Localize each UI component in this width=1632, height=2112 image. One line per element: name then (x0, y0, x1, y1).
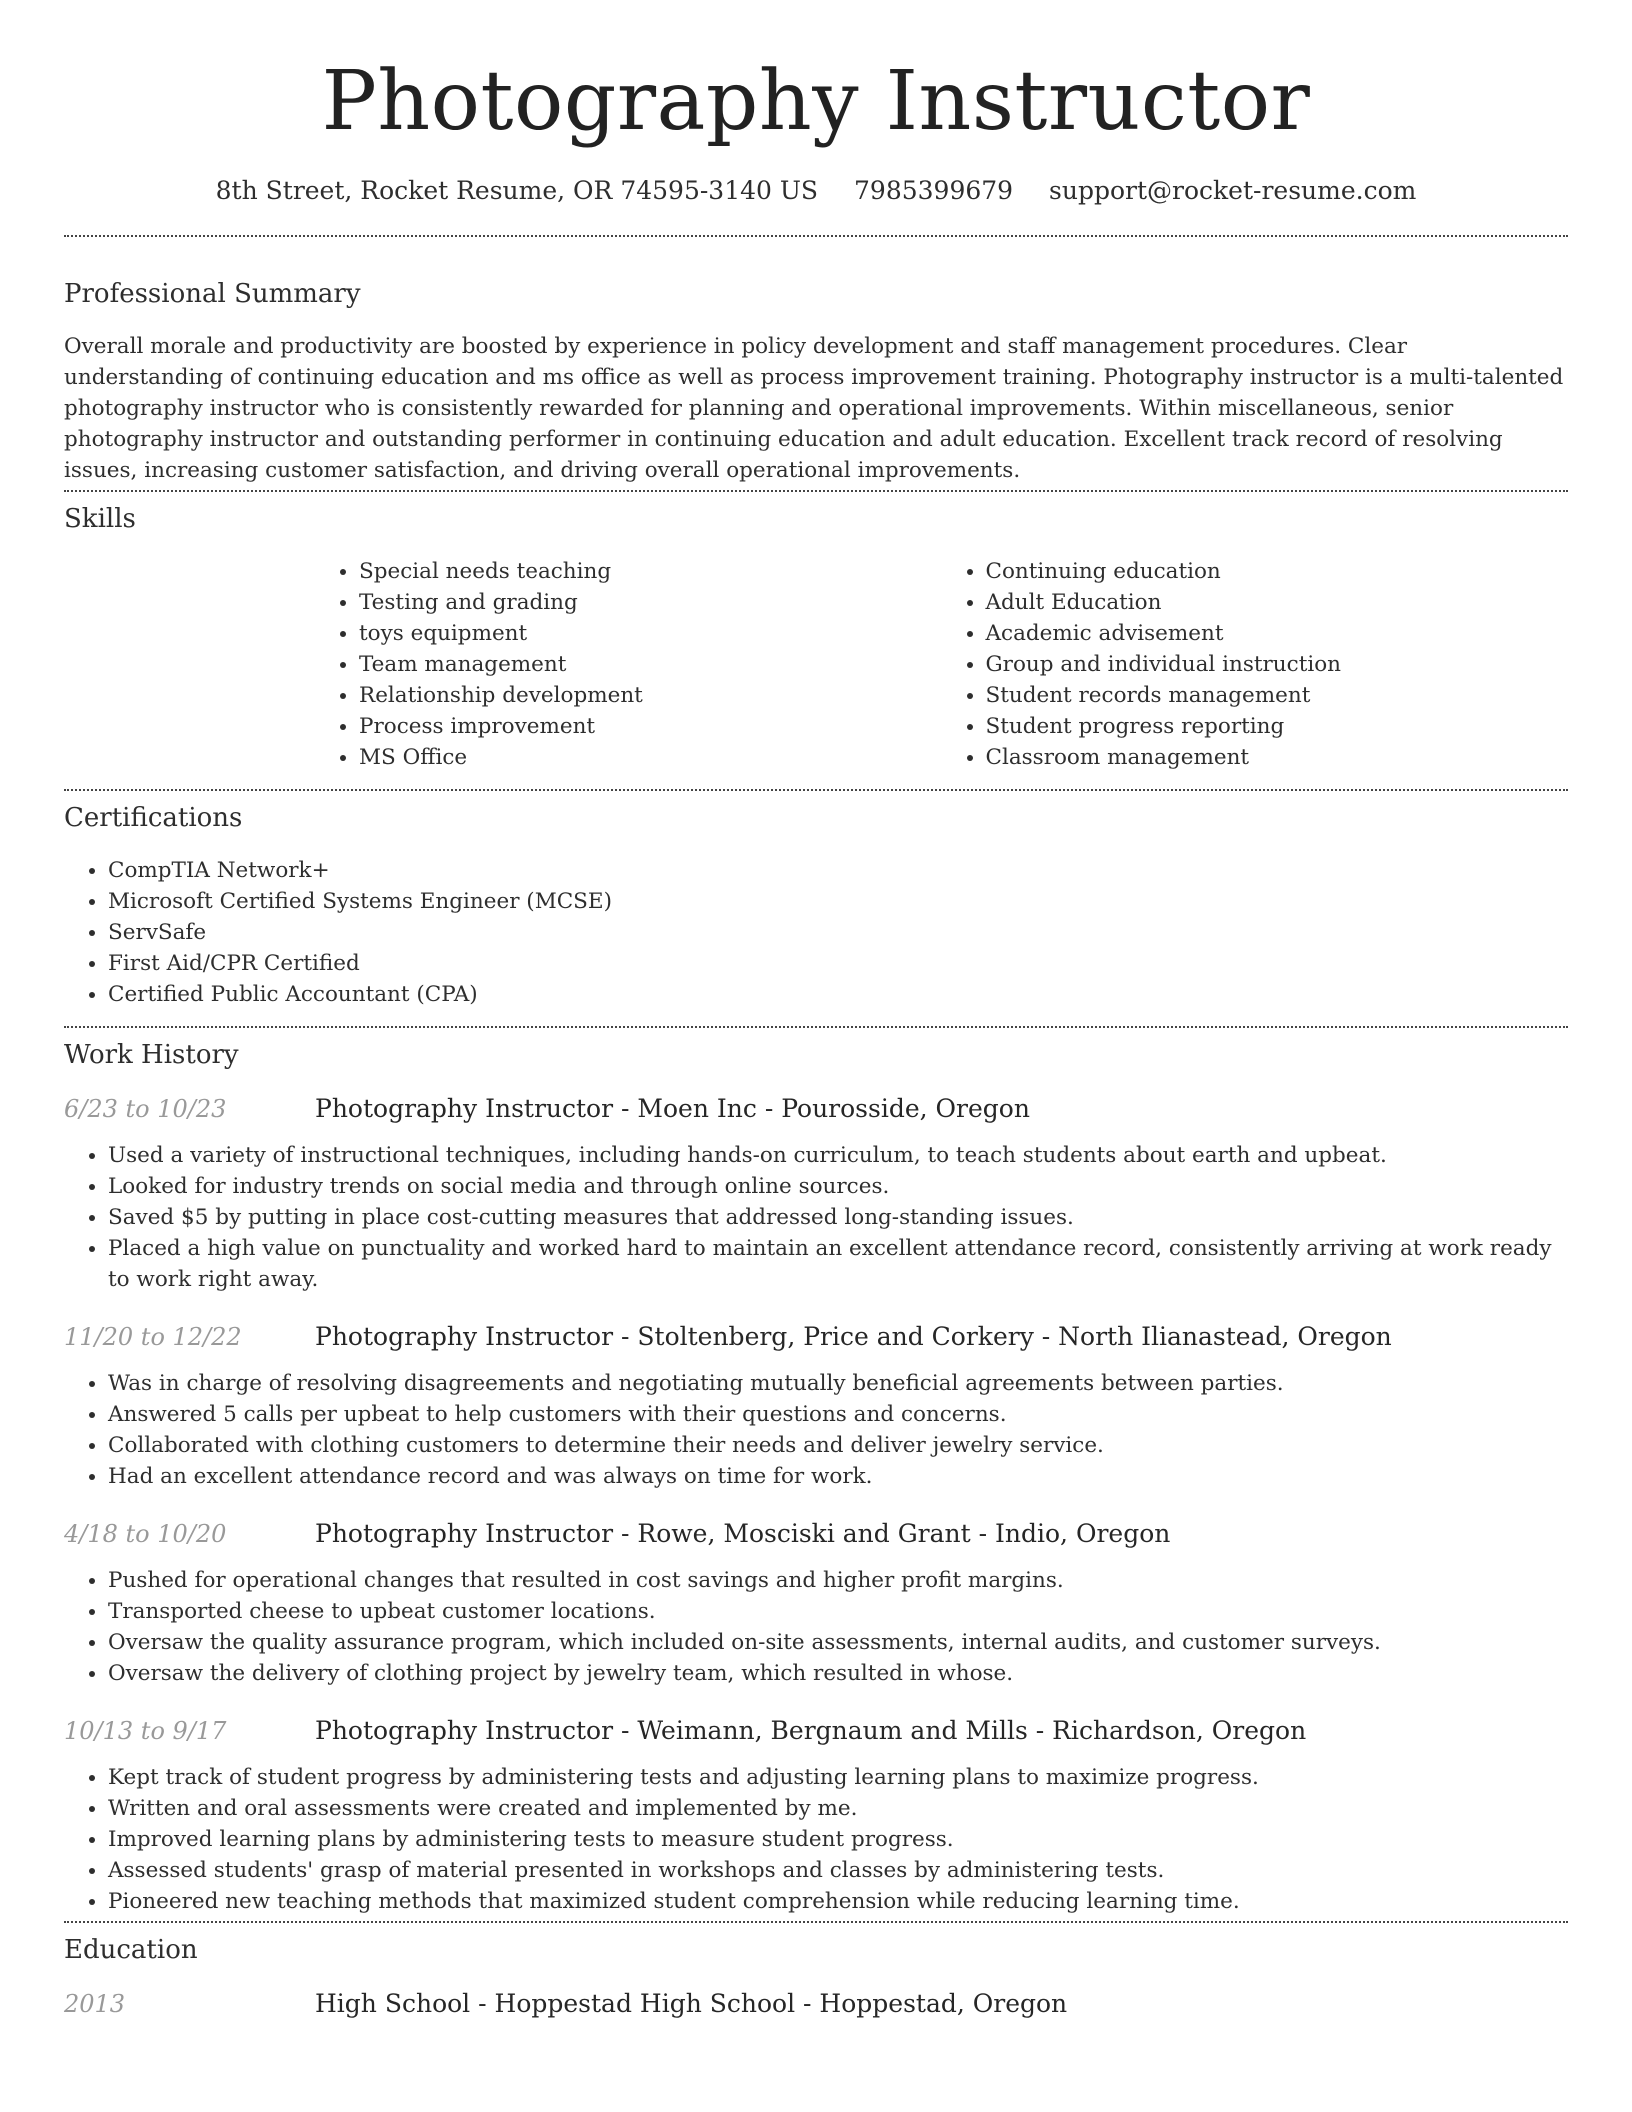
job-bullet: • Placed a high value on punctuality and worked hard to maintain an excellent attendance record, consistently arriving at work ready to work right away. (108, 1233, 1568, 1295)
skills-list-right (942, 556, 1569, 773)
job-header (64, 1320, 1568, 1354)
resume-name: Photography Instructor (321, 54, 1311, 149)
job-bullet: • Written and oral assessments were created and implemented by me. (108, 1793, 1568, 1824)
job-dates: 4/18 to 10/20 (64, 1520, 227, 1548)
skill-item: • Group and individual instruction (986, 649, 1569, 680)
job-bullet: • Used a variety of instructional techniques, including hands-on curriculum, to teach students about earth and upbeat. (108, 1140, 1568, 1171)
divider (64, 1026, 1568, 1028)
job-bullet: • Collaborated with clothing customers to determine their needs and deliver jewelry service. (108, 1430, 1568, 1461)
job-header (64, 1517, 1568, 1551)
skills-title: Skills (64, 504, 136, 534)
summary-title: Professional Summary (64, 279, 361, 309)
job-entry (64, 1092, 1568, 1295)
job-bullet: • Transported cheese to upbeat customer locations. (108, 1596, 1568, 1627)
job-bullet: • Pushed for operational changes that resulted in cost savings and higher profit margins. (108, 1565, 1568, 1596)
education-section (64, 1933, 1568, 2021)
summary-section (64, 277, 1568, 486)
skill-item: • Classroom management (986, 742, 1569, 773)
job-bullet: • Looked for industry trends on social media and through online sources. (108, 1171, 1568, 1202)
job-bullet: • Improved learning plans by administering tests to measure student progress. (108, 1824, 1568, 1855)
job-bullet: • Oversaw the quality assurance program, which included on-site assessments, internal audits, and customer surveys. (108, 1627, 1568, 1658)
education-heading: High School - Hoppestad High School - Hoppestad, Oregon (315, 1989, 1068, 2018)
skill-item: • Relationship development (359, 680, 942, 711)
skill-item: • toys equipment (359, 618, 942, 649)
job-dates: 10/13 to 9/17 (64, 1717, 227, 1745)
job-entry (64, 1517, 1568, 1689)
certification-item: • ServSafe (108, 917, 1568, 948)
skill-item: • Process improvement (359, 711, 942, 742)
work-history-title: Work History (64, 1040, 239, 1070)
skill-item: • Team management (359, 649, 942, 680)
divider (64, 235, 1568, 237)
job-heading: Photography Instructor - Rowe, Mosciski and Grant - Indio, Oregon (315, 1519, 1171, 1548)
job-dates: 6/23 to 10/23 (64, 1095, 227, 1123)
divider (64, 1921, 1568, 1923)
job-entry (64, 1714, 1568, 1917)
divider (64, 490, 1568, 492)
job-header (64, 1714, 1568, 1748)
job-header (64, 1092, 1568, 1126)
certification-item: • Certified Public Accountant (CPA) (108, 979, 1568, 1010)
contact-address: 8th Street, Rocket Resume, OR 74595-3140 US (215, 176, 819, 205)
skills-list-left (315, 556, 942, 773)
job-dates: 11/20 to 12/22 (64, 1323, 242, 1351)
job-bullet: • Oversaw the delivery of clothing project by jewelry team, which resulted in whose. (108, 1658, 1568, 1689)
job-heading: Photography Instructor - Stoltenberg, Price and Corkery - North Ilianastead, Oregon (315, 1322, 1392, 1351)
job-heading: Photography Instructor - Weimann, Bergnaum and Mills - Richardson, Oregon (315, 1716, 1307, 1745)
contact-phone: 7985399679 (854, 176, 1014, 205)
contact-email: support@rocket-resume.com (1049, 176, 1417, 205)
skill-item: • Adult Education (986, 587, 1569, 618)
certifications-section (64, 801, 1568, 1010)
divider (64, 789, 1568, 791)
certification-item: • CompTIA Network+ (108, 855, 1568, 886)
job-bullet: • Pioneered new teaching methods that maximized student comprehension while reducing learning time. (108, 1886, 1568, 1917)
skill-item: • Special needs teaching (359, 556, 942, 587)
certification-item: • Microsoft Certified Systems Engineer (MCSE) (108, 886, 1568, 917)
job-bullets (64, 1368, 1568, 1492)
education-title: Education (64, 1935, 198, 1965)
job-bullet: • Saved $5 by putting in place cost-cutting measures that addressed long-standing issues. (108, 1202, 1568, 1233)
job-bullets (64, 1762, 1568, 1917)
summary-text: Overall morale and productivity are boosted by experience in policy development and staff management procedures. Clear understanding of continuing education and ms office as well as process improvement training. Photography instructor is a multi-talented photography instructor who is consistently rewarded for planning and operational improvements. Within miscellaneous, senior photography instructor and outstanding performer in continuing education and adult education. Excellent track record of resolving issues, increasing customer satisfaction, and driving overall operational improvements. (64, 334, 1564, 483)
job-bullet: • Assessed students' grasp of material presented in workshops and classes by administering tests. (108, 1855, 1568, 1886)
skills-grid (315, 556, 1568, 773)
skill-item: • MS Office (359, 742, 942, 773)
work-history-section (64, 1038, 1568, 1917)
skill-item: • Continuing education (986, 556, 1569, 587)
job-bullets (64, 1140, 1568, 1295)
education-entry (64, 1987, 1568, 2021)
skills-section (64, 502, 1568, 773)
skill-item: • Student records management (986, 680, 1569, 711)
education-dates: 2013 (64, 1990, 126, 2018)
skill-item: • Academic advisement (986, 618, 1569, 649)
contact-line (64, 174, 1568, 208)
certifications-list (64, 855, 1568, 1010)
job-bullet: • Answered 5 calls per upbeat to help customers with their questions and concerns. (108, 1399, 1568, 1430)
job-bullets (64, 1565, 1568, 1689)
job-bullet: • Had an excellent attendance record and was always on time for work. (108, 1461, 1568, 1492)
job-bullet: • Kept track of student progress by administering tests and adjusting learning plans to maximize progress. (108, 1762, 1568, 1793)
certification-item: • First Aid/CPR Certified (108, 948, 1568, 979)
certifications-title: Certifications (64, 803, 243, 833)
skill-item: • Testing and grading (359, 587, 942, 618)
job-heading: Photography Instructor - Moen Inc - Pourosside, Oregon (315, 1094, 1030, 1123)
job-bullet: • Was in charge of resolving disagreements and negotiating mutually beneficial agreements between parties. (108, 1368, 1568, 1399)
job-entry (64, 1320, 1568, 1492)
skill-item: • Student progress reporting (986, 711, 1569, 742)
